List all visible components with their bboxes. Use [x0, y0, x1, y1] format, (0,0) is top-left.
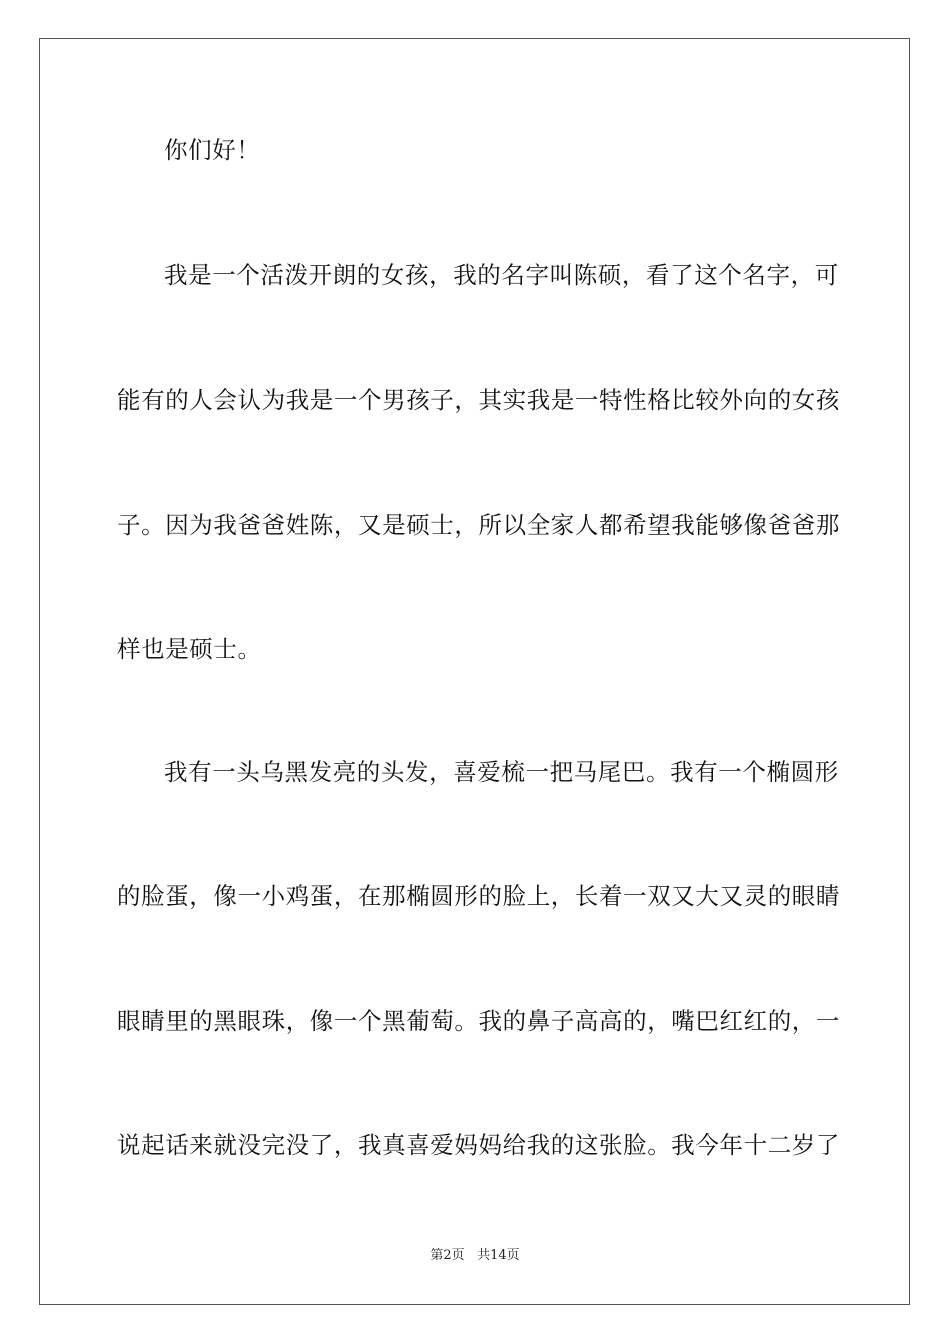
paragraph-2-line-2: 的脸蛋，像一小鸡蛋，在那椭圆形的脸上，长着一双又大又灵的眼睛 [117, 882, 840, 910]
paragraph-1-line-2: 能有的人会认为我是一个男孩子，其实我是一特性格比较外向的女孩 [117, 386, 840, 414]
paragraph-2-line-3: 眼睛里的黑眼珠，像一个黑葡萄。我的鼻子高高的，嘴巴红红的，一 [117, 1007, 840, 1035]
page-border [39, 38, 910, 1305]
paragraph-2-line-1: 我有一头乌黑发亮的头发，喜爱梳一把马尾巴。我有一个椭圆形 [164, 758, 839, 786]
paragraph-1-line-4: 样也是硕士。 [117, 635, 262, 663]
paragraph-2-line-4: 说起话来就没完没了，我真喜爱妈妈给我的这张脸。我今年十二岁了 [117, 1131, 840, 1159]
total-pages: 共14页 [477, 1248, 520, 1263]
page-footer [0, 1247, 950, 1265]
paragraph-1-line-3: 子。因为我爸爸姓陈，又是硕士，所以全家人都希望我能够像爸爸那 [117, 511, 840, 539]
paragraph-1-line-1: 我是一个活泼开朗的女孩，我的名字叫陈硕，看了这个名字，可 [164, 261, 839, 289]
page-number: 第2页 [430, 1248, 465, 1263]
greeting-line: 你们好！ [164, 136, 261, 164]
